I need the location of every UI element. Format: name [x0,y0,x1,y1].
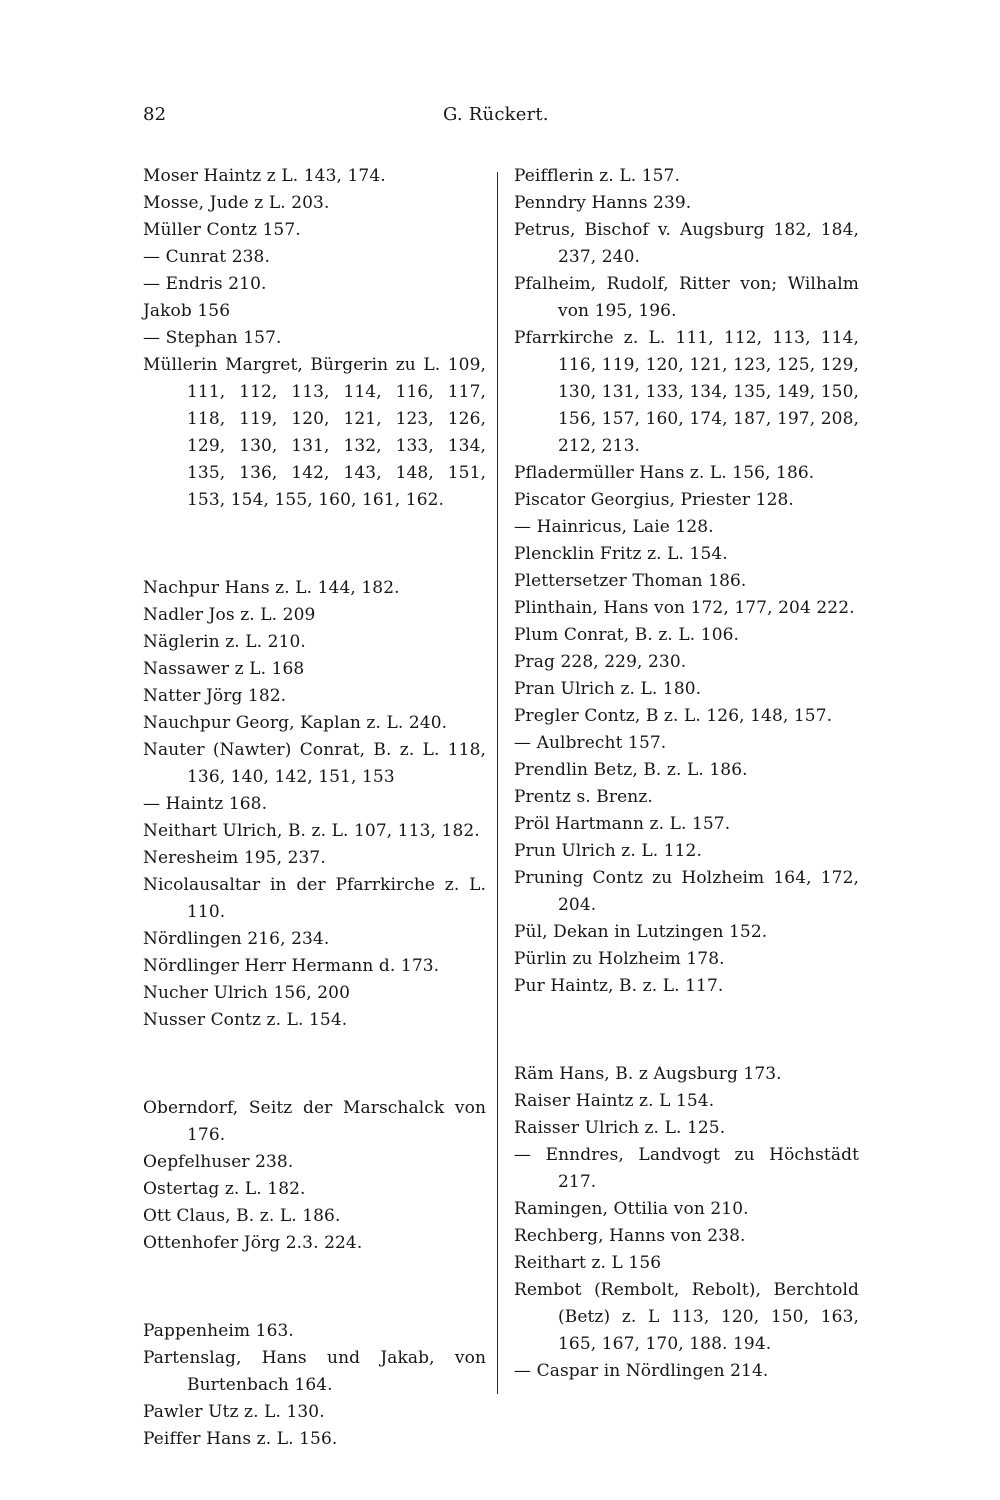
index-entry: Ottenhofer Jörg 2.3. 224. [143,1233,363,1253]
index-entry: Raiser Haintz z. L 154. [514,1091,715,1111]
index-entry: Pürlin zu Holzheim 178. [514,949,725,969]
index-entry: Pröl Hartmann z. L. 157. [514,814,731,834]
index-entry: Prag 228, 229, 230. [514,652,687,672]
index-entry: Nadler Jos z. L. 209 [143,605,316,625]
index-entry: Prendlin Betz, B. z. L. 186. [514,760,748,780]
index-entry: Müllerin Margret, Bürgerin zu L. 109, 111, 112, 113, 114, 116, 117, 118, 119, 120, 121, 123, 126, 129, 130, 131, 132, 133, 134, 135, 136, 142, 143, 148, 151, 153, 154, 155, 160, 161, 162. [143,355,486,510]
index-entry: Raisser Ulrich z. L. 125. [514,1118,726,1138]
index-entry: Nauter (Nawter) Conrat, B. z. L. 118, 136, 140, 142, 151, 153 [143,740,486,787]
index-entry: Pran Ulrich z. L. 180. [514,679,702,699]
index-entry: Räm Hans, B. z Augsburg 173. [514,1064,782,1084]
index-entry: Partenslag, Hans und Jakab, von Burtenbach 164. [143,1348,486,1395]
index-entry: Plencklin Fritz z. L. 154. [514,544,728,564]
index-entry: Neithart Ulrich, B. z. L. 107, 113, 182. [143,821,480,841]
index-entry: Pur Haintz, B. z. L. 117. [514,976,724,996]
section-gap [143,531,486,558]
index-entry: Ostertag z. L. 182. [143,1179,306,1199]
index-entry: Nauchpur Georg, Kaplan z. L. 240. [143,713,448,733]
index-entry: Oberndorf, Seitz der Marschalck von 176. [143,1098,486,1145]
index-entry: Neresheim 195, 237. [143,848,326,868]
index-entry: Pfalheim, Rudolf, Ritter von; Wilhalm von 195, 196. [514,274,859,321]
index-entry: — Hainricus, Laie 128. [514,517,714,537]
index-entry: Nördlinger Herr Hermann d. 173. [143,956,440,976]
index-entry: Müller Contz 157. [143,220,301,240]
index-entry: Pregler Contz, B z. L. 126, 148, 157. [514,706,833,726]
index-entry: — Stephan 157. [143,328,282,348]
running-head [143,104,553,134]
index-entry: Piscator Georgius, Priester 128. [514,490,794,510]
running-title: G. Rückert. [443,104,549,125]
section-gap [514,1017,859,1044]
left-index-column [143,163,486,1453]
index-entry: Plum Conrat, B. z. L. 106. [514,625,740,645]
index-entry: Prentz s. Brenz. [514,787,653,807]
index-entry: Jakob 156 [143,301,231,321]
index-entry: Reithart z. L 156 [514,1253,662,1273]
index-entry: Ramingen, Ottilia von 210. [514,1199,749,1219]
index-entry: Pfladermüller Hans z. L. 156, 186. [514,463,815,483]
index-entry: Oepfelhuser 238. [143,1152,294,1172]
index-entry: Petrus, Bischof v. Augsburg 182, 184, 237, 240. [514,220,859,267]
index-entry: — Caspar in Nördlingen 214. [514,1361,769,1381]
page-number: 82 [143,104,167,125]
index-entry: Penndry Hanns 239. [514,193,692,213]
index-entry: Ott Claus, B. z. L. 186. [143,1206,341,1226]
index-entry: — Endris 210. [143,274,267,294]
index-entry: Pül, Dekan in Lutzingen 152. [514,922,768,942]
index-entry: Rembot (Rembolt, Rebolt), Berchtold (Betz) z. L 113, 120, 150, 163, 165, 167, 170, 188. 194. [514,1280,859,1354]
index-entry: Rechberg, Hanns von 238. [514,1226,746,1246]
index-entry: Mosse, Jude z L. 203. [143,193,330,213]
index-entry: Peifflerin z. L. 157. [514,166,680,186]
index-entry: Prun Ulrich z. L. 112. [514,841,702,861]
index-entry: Nusser Contz z. L. 154. [143,1010,348,1030]
section-gap [143,1051,486,1078]
index-entry: Nördlingen 216, 234. [143,929,330,949]
index-entry: Nicolausaltar in der Pfarrkirche z. L. 110. [143,875,486,922]
index-entry: Pawler Utz z. L. 130. [143,1402,325,1422]
index-entry: — Aulbrecht 157. [514,733,667,753]
index-entry: — Cunrat 238. [143,247,270,267]
section-gap [143,1274,486,1301]
index-entry: Peiffer Hans z. L. 156. [143,1429,338,1449]
index-entry: — Haintz 168. [143,794,268,814]
index-entry: Nucher Ulrich 156, 200 [143,983,350,1003]
index-entry: Näglerin z. L. 210. [143,632,306,652]
index-entry: Plinthain, Hans von 172, 177, 204 222. [514,598,855,618]
right-index-column [514,163,859,1385]
index-entry: Nachpur Hans z. L. 144, 182. [143,578,400,598]
index-entry: Plettersetzer Thoman 186. [514,571,747,591]
index-entry: Pruning Contz zu Holzheim 164, 172, 204. [514,868,859,915]
index-entry: Pappenheim 163. [143,1321,294,1341]
index-entry: Pfarrkirche z. L. 111, 112, 113, 114, 116, 119, 120, 121, 123, 125, 129, 130, 131, 133, 134, 135, 149, 150, 156, 157, 160, 174, 187, 197, 208, 212, 213. [514,328,859,456]
index-entry: Moser Haintz z L. 143, 174. [143,166,386,186]
index-entry: — Enndres, Landvogt zu Höchstädt 217. [514,1145,859,1192]
index-entry: Natter Jörg 182. [143,686,287,706]
index-entry: Nassawer z L. 168 [143,659,305,679]
column-divider [497,172,498,1394]
